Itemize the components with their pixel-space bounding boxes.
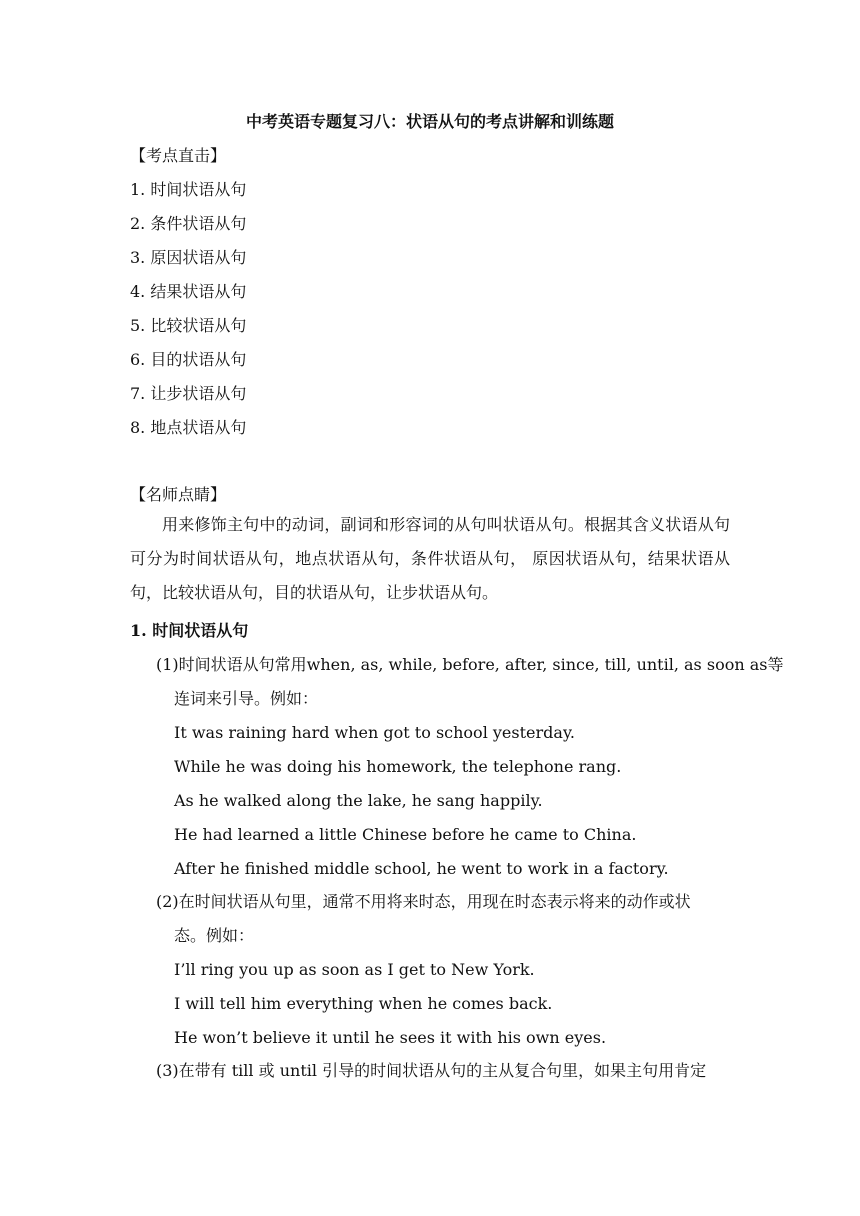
point-2-line-1: (2)在时间状语从句里，通常不用将来时态，用现在时态表示将来的动作或状 (156, 892, 691, 911)
point-1-line-2: 连词来引导。例如： (174, 689, 319, 708)
document-title: 中考英语专题复习八：状语从句的考点讲解和训练题 (245, 112, 614, 131)
list-item: 7. 让步状语从句 (130, 384, 247, 403)
example-sentence: I’ll ring you up as soon as I get to New York. (174, 960, 535, 979)
example-sentence: He won’t believe it until he sees it with his own eyes. (174, 1028, 607, 1047)
example-sentence: As he walked along the lake, he sang happily. (174, 791, 543, 810)
list-item: 4. 结果状语从句 (130, 282, 247, 301)
list-item: 8. 地点状语从句 (130, 418, 247, 437)
section-heading-key-points: 【考点直击】 (130, 146, 227, 165)
example-sentence: It was raining hard when got to school yesterday. (174, 723, 575, 742)
list-item: 6. 目的状语从句 (130, 350, 247, 369)
section-heading-teacher-notes: 【名师点睛】 (130, 485, 227, 504)
example-sentence: He had learned a little Chinese before he came to China. (174, 825, 637, 844)
subheading-time-clause: 1. 时间状语从句 (130, 621, 249, 640)
point-2-line-2: 态。例如： (174, 926, 255, 945)
list-item: 5. 比较状语从句 (130, 316, 247, 335)
example-sentence: I will tell him everything when he comes back. (174, 994, 553, 1013)
example-sentence: After he finished middle school, he went to work in a factory. (174, 859, 669, 878)
list-item: 1. 时间状语从句 (130, 180, 247, 199)
list-item: 2. 条件状语从句 (130, 214, 247, 233)
list-item: 3. 原因状语从句 (130, 248, 247, 267)
intro-paragraph: 用来修饰主句中的动词，副词和形容词的从句叫状语从句。根据其含义状语从句可分为时间状语从句，地点状语从句，条件状语从句， 原因状语从句，结果状语从句，比较状语从句，目的状语从句，让步状语从句。 (130, 515, 730, 602)
point-1-line-1: (1)时间状语从句常用when, as, while, before, after, since, till, until, as soon as等 (156, 655, 784, 674)
point-3-line-1: (3)在带有 till 或 until 引导的时间状语从句的主从复合句里，如果主句用肯定 (156, 1061, 707, 1080)
example-sentence: While he was doing his homework, the telephone rang. (174, 757, 622, 776)
